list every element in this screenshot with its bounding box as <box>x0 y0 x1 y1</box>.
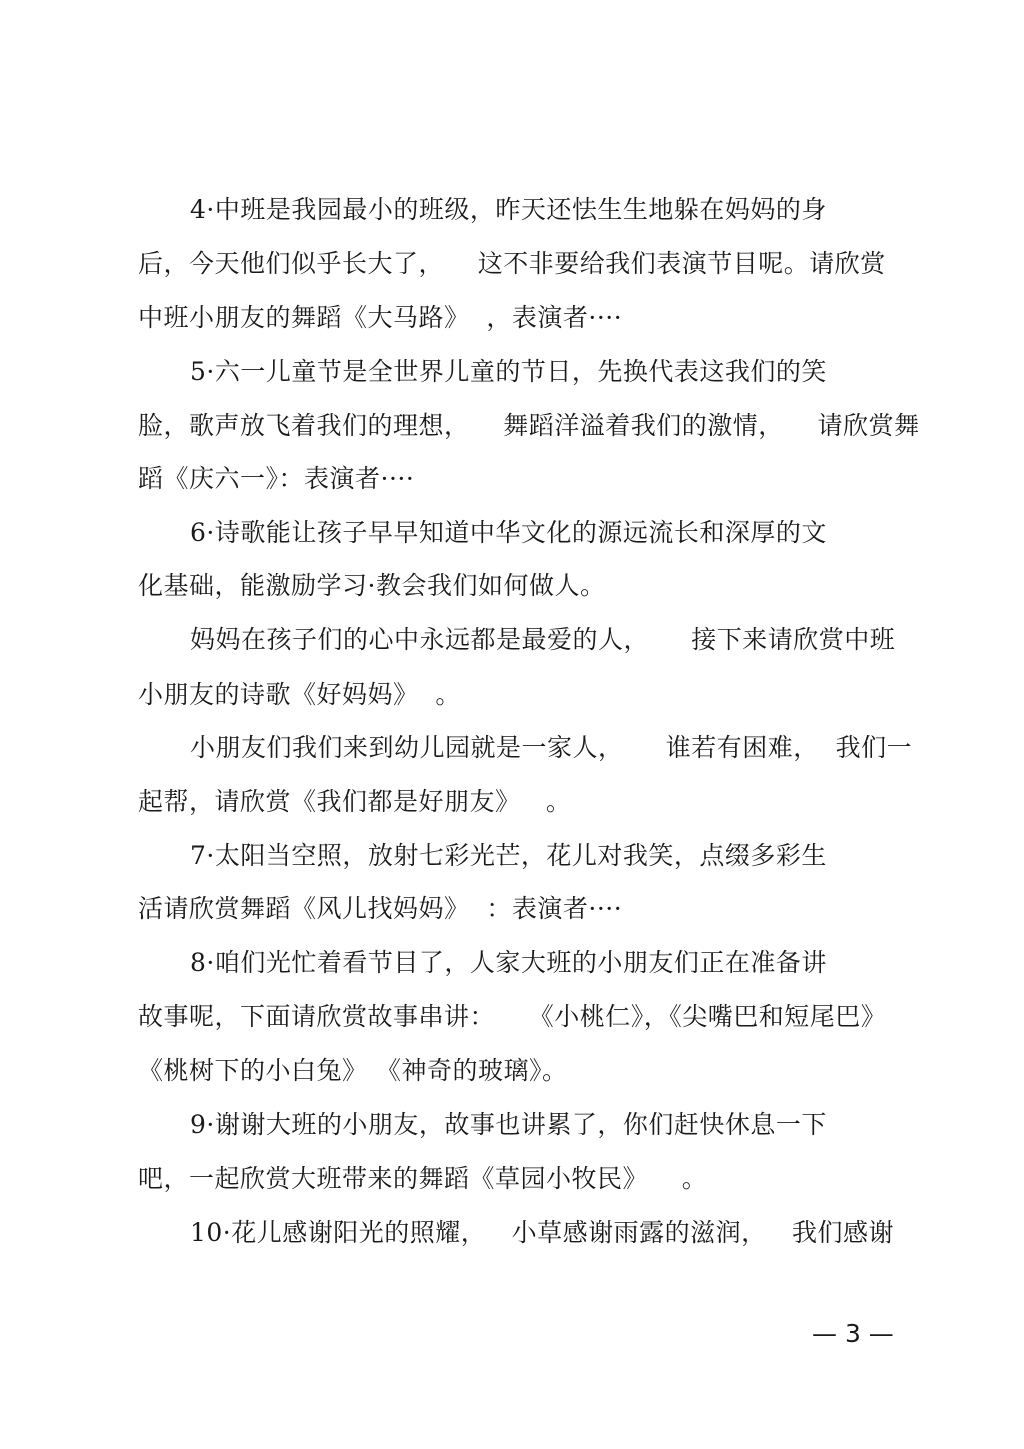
text-line-19: 吧，一起欣赏大班带来的舞蹈《草园小牧民》 。 <box>138 1164 708 1193</box>
text-line-14: 活请欣赏舞蹈《风儿找妈妈》 ：表演者···· <box>138 894 623 923</box>
text-line-8: 化基础，能激励学习·教会我们如何做人。 <box>138 571 606 600</box>
text-line-11: 小朋友们我们来到幼儿园就是一家人， 谁若有困难， 我们一 <box>190 733 913 762</box>
text-line-17: 《桃树下的小白兔》 《神奇的玻璃》。 <box>138 1056 568 1085</box>
text-line-5: 脸，歌声放飞着我们的理想， 舞蹈洋溢着我们的激情， 请欣赏舞 <box>138 411 920 440</box>
text-line-18: 9·谢谢大班的小朋友，故事也讲累了，你们赶快休息一下 <box>190 1110 827 1139</box>
page-number: — 3 — <box>812 1319 894 1348</box>
text-line-1: 4·中班是我园最小的班级，昨天还怯生生地躲在妈妈的身 <box>190 195 827 224</box>
text-line-13: 7·太阳当空照，放射七彩光芒，花儿对我笑，点缀多彩生 <box>190 841 827 870</box>
text-line-10: 小朋友的诗歌《好妈妈》 。 <box>138 680 461 709</box>
text-line-15: 8·咱们光忙着看节目了，人家大班的小朋友们正在准备讲 <box>190 948 827 977</box>
text-line-3: 中班小朋友的舞蹈《大马路》 ，表演者···· <box>138 303 623 332</box>
text-line-20: 10·花儿感谢阳光的照耀， 小草感谢雨露的滋润， 我们感谢 <box>190 1218 894 1247</box>
text-line-7: 6·诗歌能让孩子早早知道中华文化的源远流长和深厚的文 <box>190 518 827 547</box>
text-line-6: 蹈《庆六一》：表演者···· <box>138 464 415 493</box>
text-line-9: 妈妈在孩子们的心中永远都是最爱的人， 接下来请欣赏中班 <box>190 625 896 654</box>
text-line-4: 5·六一儿童节是全世界儿童的节日，先换代表这我们的笑 <box>190 357 827 386</box>
text-line-16: 故事呢，下面请欣赏故事串讲： 《小桃仁》，《尖嘴巴和短尾巴》 <box>138 1002 887 1031</box>
text-line-12: 起帮，请欣赏《我们都是好朋友》 。 <box>138 787 572 816</box>
text-line-2: 后，今天他们似乎长大了， 这不非要给我们表演节目呢。请欣赏 <box>138 249 886 278</box>
